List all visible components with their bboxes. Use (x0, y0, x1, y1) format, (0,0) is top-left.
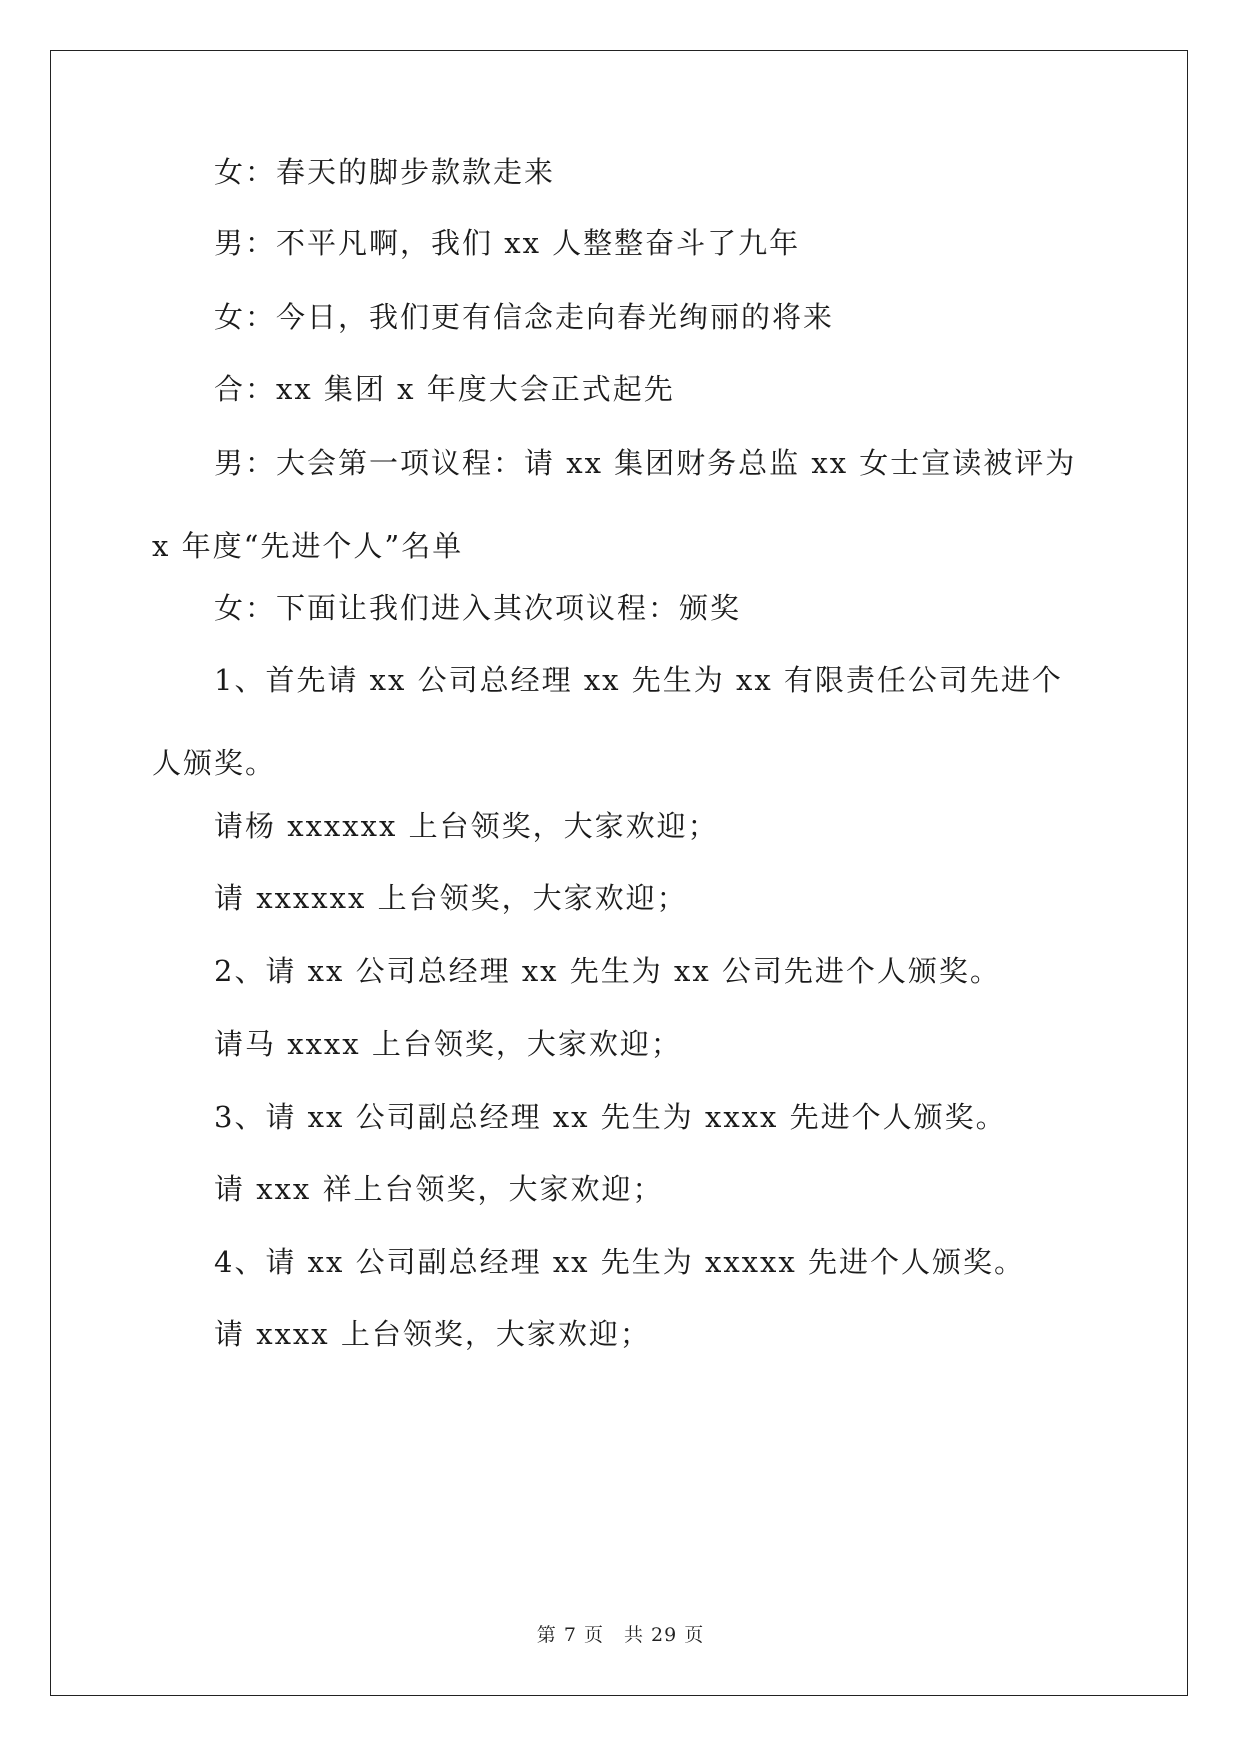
paragraph: 女：春天的脚步款款走来 (214, 155, 556, 189)
paragraph: 合：xx 集团 x 年度大会正式起先 (214, 372, 675, 406)
paragraph: 4、请 xx 公司副总经理 xx 先生为 xxxxx 先进个人颁奖。 (214, 1245, 1025, 1279)
paragraph: 男：大会第一项议程：请 xx 集团财务总监 xx 女士宣读被评为 x 年度“先进个人”名单 (152, 446, 1077, 563)
paragraph: 3、请 xx 公司副总经理 xx 先生为 xxxx 先进个人颁奖。 (214, 1100, 1007, 1134)
paragraph: 请 xxx 祥上台领奖，大家欢迎； (214, 1172, 664, 1206)
paragraph: 男：不平凡啊，我们 xx 人整整奋斗了九年 (214, 226, 801, 260)
paragraph: 请 xxxx 上台领奖，大家欢迎； (214, 1317, 651, 1351)
page-number-footer: 第 7 页 共 29 页 (536, 1624, 705, 1646)
paragraph: 请马 xxxx 上台领奖，大家欢迎； (214, 1027, 682, 1061)
paragraph: 女：下面让我们进入其次项议程：颁奖 (214, 591, 742, 625)
paragraph: 女：今日，我们更有信念走向春光绚丽的将来 (214, 300, 835, 334)
paragraph: 1、首先请 xx 公司总经理 xx 先生为 xx 有限责任公司先进个人颁奖。 (152, 663, 1063, 780)
paragraph: 请杨 xxxxxx 上台领奖，大家欢迎； (214, 809, 719, 843)
paragraph: 2、请 xx 公司总经理 xx 先生为 xx 公司先进个人颁奖。 (214, 954, 1001, 988)
paragraph: 请 xxxxxx 上台领奖，大家欢迎； (214, 881, 688, 915)
